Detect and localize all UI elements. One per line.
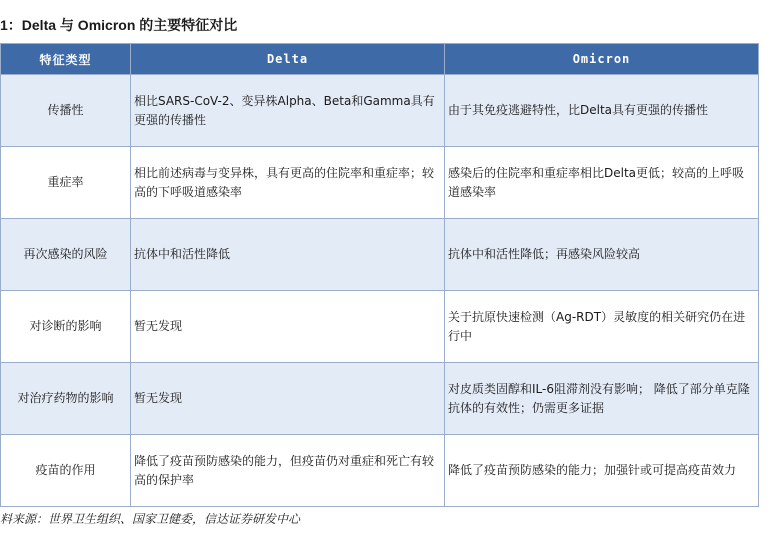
row-feature: 对治疗药物的影响 bbox=[1, 363, 131, 435]
row-feature: 传播性 bbox=[1, 75, 131, 147]
row-delta: 暂无发现 bbox=[131, 363, 445, 435]
header-feature-type: 特征类型 bbox=[1, 44, 131, 75]
table-row bbox=[1, 291, 759, 363]
table-row bbox=[1, 75, 759, 147]
table-row bbox=[1, 435, 759, 507]
table-header-row bbox=[1, 44, 759, 75]
row-omicron: 关于抗原快速检测（Ag-RDT）灵敏度的相关研究仍在进行中 bbox=[445, 291, 759, 363]
source-note: 料来源：世界卫生组织、国家卫健委，信达证券研发中心 bbox=[0, 512, 301, 526]
row-omicron: 由于其免疫逃避特性，比Delta具有更强的传播性 bbox=[445, 75, 759, 147]
table-row bbox=[1, 147, 759, 219]
table-title: 1：Delta 与 Omicron 的主要特征对比 bbox=[0, 17, 238, 33]
row-omicron: 对皮质类固醇和IL-6阻滞剂没有影响； 降低了部分单克隆抗体的有效性；仍需更多证据 bbox=[445, 363, 759, 435]
table-row bbox=[1, 219, 759, 291]
row-feature: 重症率 bbox=[1, 147, 131, 219]
row-omicron: 降低了疫苗预防感染的能力；加强针或可提高疫苗效力 bbox=[445, 435, 759, 507]
row-feature: 对诊断的影响 bbox=[1, 291, 131, 363]
header-omicron: Omicron bbox=[445, 44, 759, 75]
row-delta: 降低了疫苗预防感染的能力，但疫苗仍对重症和死亡有较高的保护率 bbox=[131, 435, 445, 507]
row-feature: 再次感染的风险 bbox=[1, 219, 131, 291]
row-delta: 相比前述病毒与变异株，具有更高的住院率和重症率；较高的下呼吸道感染率 bbox=[131, 147, 445, 219]
row-delta: 抗体中和活性降低 bbox=[131, 219, 445, 291]
row-delta: 暂无发现 bbox=[131, 291, 445, 363]
row-feature: 疫苗的作用 bbox=[1, 435, 131, 507]
header-delta: Delta bbox=[131, 44, 445, 75]
comparison-table bbox=[0, 43, 759, 507]
row-delta: 相比SARS-CoV-2、变异株Alpha、Beta和Gamma具有更强的传播性 bbox=[131, 75, 445, 147]
table-row bbox=[1, 363, 759, 435]
row-omicron: 感染后的住院率和重症率相比Delta更低；较高的上呼吸道感染率 bbox=[445, 147, 759, 219]
row-omicron: 抗体中和活性降低；再感染风险较高 bbox=[445, 219, 759, 291]
